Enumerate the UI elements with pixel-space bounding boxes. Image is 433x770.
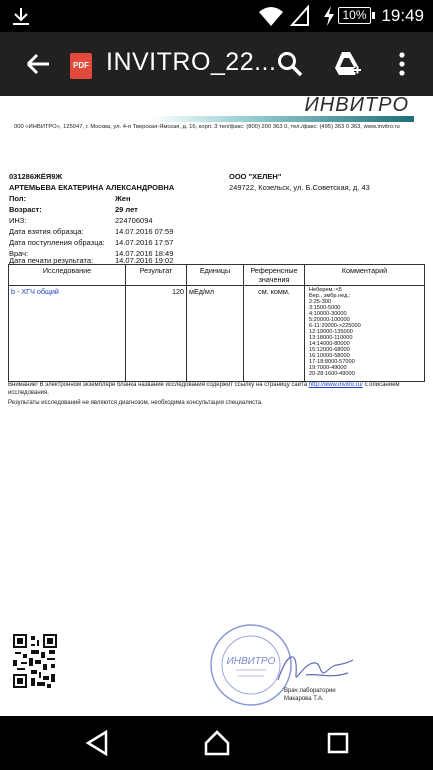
comment-line: 6-11:20000->225000 xyxy=(309,323,361,329)
logo-stripe xyxy=(150,116,414,122)
comment-line: 19:7000-49000 xyxy=(309,365,347,371)
field-value: 14.07.2016 07:59 xyxy=(115,227,174,236)
comment-line: 20-28:1600-49000 xyxy=(309,371,355,377)
field-label: ИНЗ: xyxy=(9,216,27,225)
doctor-title: Врач лаборатории xyxy=(284,688,336,694)
doctor-name: Макарова Т.А. xyxy=(284,696,324,702)
field-value: Жен xyxy=(115,194,131,203)
recents-icon[interactable] xyxy=(326,729,350,757)
back-triangle-icon[interactable] xyxy=(84,729,110,757)
comment-line: Неберем.:<5 xyxy=(309,287,342,293)
warning-text: Внимание! В электронном экземпляре бланка название исследования содержит ссылку на страницу сайта xyxy=(8,382,308,388)
disclaimer-note: Результаты исследований не являются диагнозом, необходима консультация специалиста. xyxy=(8,400,263,406)
battery-icon: 10% xyxy=(338,7,371,24)
clinic-name: ООО "ХЕЛЕН" xyxy=(229,172,282,181)
download-icon xyxy=(10,6,32,26)
comment-line: 13:18000-110000 xyxy=(309,335,353,341)
comment-line: 15:12000-68000 xyxy=(309,347,350,353)
field-label: Пол: xyxy=(9,194,27,203)
reference-value: см. комм. xyxy=(244,286,305,382)
patient-name: АРТЕМЬЕВА ЕКАТЕРИНА АЛЕКСАНДРОВНА xyxy=(9,183,175,192)
field-value: 14.07.2016 18:49 xyxy=(115,249,174,258)
comment-line: 3:1500-5000 xyxy=(309,305,341,311)
field-label: Врач: xyxy=(9,249,29,258)
results-table xyxy=(8,264,425,382)
document-title: INVITRO_22... xyxy=(106,48,277,76)
back-arrow-icon[interactable] xyxy=(24,50,52,78)
invitro-logo: ИНВИТРО xyxy=(304,94,409,116)
comment-line: 5:20000-100000 xyxy=(309,317,350,323)
comment-line: 12:19000-135000 xyxy=(309,329,353,335)
comment-line: 4:10000-30000 xyxy=(309,311,347,317)
charging-icon xyxy=(322,5,336,27)
comment-line: 14:14000-80000 xyxy=(309,341,350,347)
warning-text-end: с описанием исследования. xyxy=(8,382,400,396)
test-name-link[interactable]: b - ХГЧ общий xyxy=(9,286,126,382)
app-bar xyxy=(0,32,433,96)
doctor-signature xyxy=(268,645,358,690)
column-header: Комментарий xyxy=(305,265,425,286)
qr-code xyxy=(13,634,57,688)
column-header: Исследование xyxy=(9,265,126,286)
clock: 19:49 xyxy=(381,6,424,25)
field-value: 14.07.2016 17:57 xyxy=(115,238,174,247)
more-vert-icon[interactable] xyxy=(388,50,416,78)
search-icon[interactable] xyxy=(276,50,304,78)
comment-line: Бер., эмбр.нед.: xyxy=(309,293,351,299)
field-label: Дата печати результата: xyxy=(9,256,94,265)
patient-id: 031286ЖЁЯ9Ж xyxy=(9,172,63,181)
nav-bar xyxy=(0,716,433,770)
signal-icon xyxy=(290,5,310,27)
field-value: 14.07.2016 19:02 xyxy=(115,256,174,265)
comment-cell xyxy=(305,286,425,382)
column-header: Результат xyxy=(126,265,187,286)
home-icon[interactable] xyxy=(203,729,231,757)
column-header: Единицы xyxy=(187,265,244,286)
wifi-icon xyxy=(258,5,284,27)
field-value: 224706094 xyxy=(115,216,153,225)
drive-add-icon[interactable] xyxy=(332,50,362,78)
comment-line: 16:10000-58000 xyxy=(309,353,350,359)
doctor-signature-block xyxy=(284,687,336,703)
status-bar xyxy=(0,0,433,32)
field-label: Дата поступления образца: xyxy=(9,238,105,247)
result-value: 120 xyxy=(126,286,187,382)
clinic-address: 249722, Козельск, ул. Б.Советская, д. 43 xyxy=(229,183,370,192)
invitro-site-link[interactable]: http://www.invitro.ru/ xyxy=(308,382,363,388)
field-value: 29 лет xyxy=(115,205,138,214)
units-value: мЕд/мл xyxy=(187,286,244,382)
field-label: Возраст: xyxy=(9,205,42,214)
warning-note xyxy=(8,381,418,397)
lab-address: 000 «ИНВИТРО», 125047, г. Москва, ул. 4-я Тверская-Ямская, д. 16, корп. 3 тел/факс: (800) 200 363 0, тел./факс: (495) 363 0 363, www.invitro.ru xyxy=(14,124,400,130)
comment-line: 17-18:8000-57000 xyxy=(309,359,355,365)
stamp-label: ИНВИТРО xyxy=(226,656,276,667)
comment-line: 2:25-300 xyxy=(309,299,332,305)
field-label: Дата взятия образца: xyxy=(9,227,84,236)
pdf-file-icon: PDF xyxy=(70,53,92,79)
column-header: Референсные значения xyxy=(244,265,305,286)
